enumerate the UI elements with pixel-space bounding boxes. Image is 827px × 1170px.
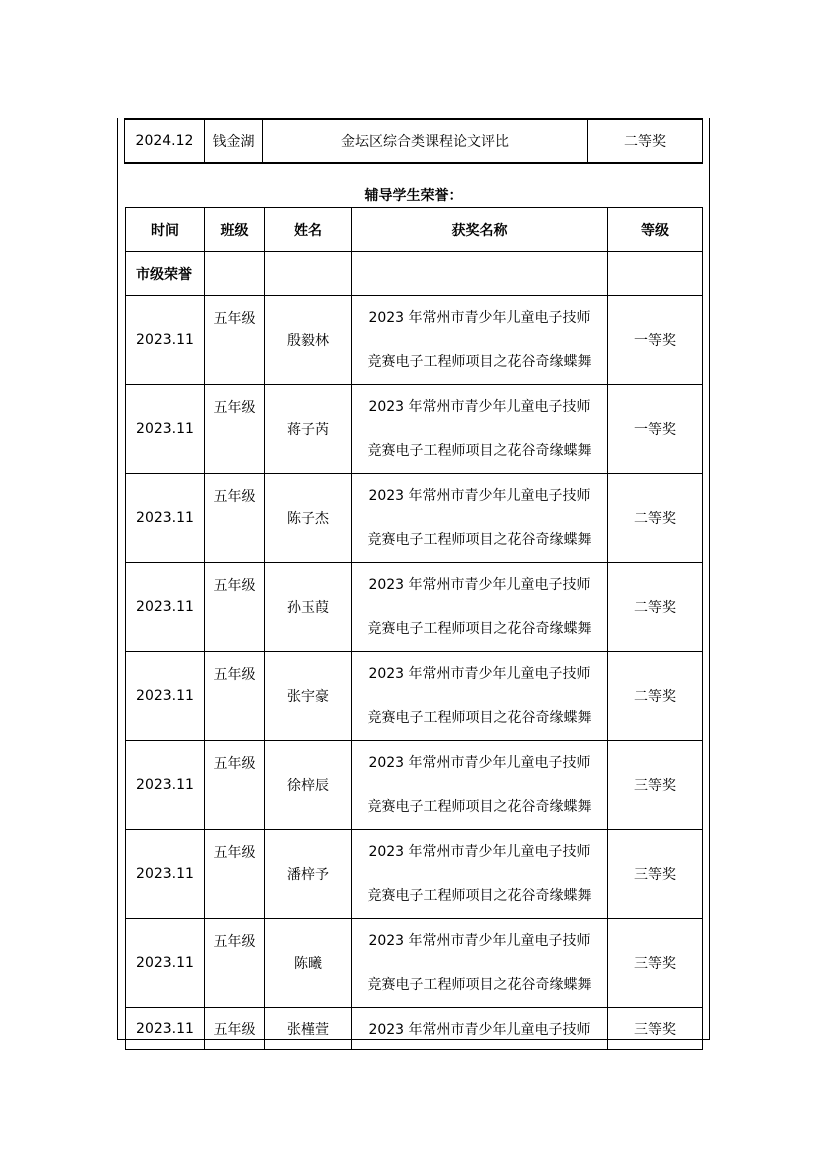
row-award <box>352 919 608 1008</box>
row-award-line2: 竞赛电子工程师项目之花谷奇缘蝶舞 <box>367 888 592 904</box>
row-time: 2023.11 <box>126 652 205 741</box>
section-title: 辅导学生荣誉： <box>364 188 463 204</box>
row-award-line1: 2023 年常州市青少年儿童电子技师 <box>368 933 591 949</box>
row-time: 2023.11 <box>126 563 205 652</box>
paper-award-name: 钱金湖 <box>205 119 263 163</box>
row-award-line1: 2023 年常州市青少年儿童电子技师 <box>368 577 591 593</box>
row-class-cell <box>205 385 265 474</box>
row-award <box>352 830 608 919</box>
row-class: 五年级 <box>213 578 256 594</box>
table-row <box>126 652 703 741</box>
row-award: 2023 年常州市青少年儿童电子技师 <box>352 1008 608 1050</box>
row-name: 徐梓辰 <box>265 741 352 830</box>
row-award-line2: 竞赛电子工程师项目之花谷奇缘蝶舞 <box>367 621 592 637</box>
row-class: 五年级 <box>205 1008 265 1050</box>
row-name: 陈曦 <box>265 919 352 1008</box>
header-level: 等级 <box>608 208 703 252</box>
row-award-line1: 2023 年常州市青少年儿童电子技师 <box>368 399 591 415</box>
row-level: 二等奖 <box>608 563 703 652</box>
row-time: 2023.11 <box>126 1008 205 1050</box>
row-award <box>352 474 608 563</box>
row-award <box>352 296 608 385</box>
table-row <box>126 741 703 830</box>
row-award-line1: 2023 年常州市青少年儿童电子技师 <box>368 844 591 860</box>
row-award-line1: 2023 年常州市青少年儿童电子技师 <box>368 666 591 682</box>
table-row <box>126 830 703 919</box>
row-level: 二等奖 <box>608 652 703 741</box>
row-level: 三等奖 <box>608 741 703 830</box>
row-name: 蒋子芮 <box>265 385 352 474</box>
table-header-row <box>126 208 703 252</box>
row-class: 五年级 <box>213 934 256 950</box>
row-class: 五年级 <box>213 845 256 861</box>
row-award <box>352 563 608 652</box>
row-class-cell <box>205 741 265 830</box>
header-class: 班级 <box>205 208 265 252</box>
row-level: 三等奖 <box>608 830 703 919</box>
row-award-line2: 竞赛电子工程师项目之花谷奇缘蝶舞 <box>367 443 592 459</box>
empty-cell <box>205 252 265 296</box>
row-time: 2023.11 <box>126 474 205 563</box>
row-award-line1: 2023 年常州市青少年儿童电子技师 <box>368 310 591 326</box>
row-award-line2: 竞赛电子工程师项目之花谷奇缘蝶舞 <box>367 710 592 726</box>
row-class-cell <box>205 652 265 741</box>
row-class-cell <box>205 296 265 385</box>
category-row <box>126 252 703 296</box>
row-level: 一等奖 <box>608 296 703 385</box>
row-level: 三等奖 <box>608 919 703 1008</box>
row-award <box>352 385 608 474</box>
student-honors-table <box>125 207 703 1050</box>
row-award-line2: 竞赛电子工程师项目之花谷奇缘蝶舞 <box>367 354 592 370</box>
row-class: 五年级 <box>213 311 256 327</box>
row-name: 殷毅林 <box>265 296 352 385</box>
paper-award-grade: 二等奖 <box>588 119 703 163</box>
empty-cell <box>352 252 608 296</box>
table-row <box>126 474 703 563</box>
header-award: 获奖名称 <box>352 208 608 252</box>
table-row <box>126 919 703 1008</box>
row-time: 2023.11 <box>126 741 205 830</box>
row-class-cell <box>205 919 265 1008</box>
row-award-line2: 竞赛电子工程师项目之花谷奇缘蝶舞 <box>367 532 592 548</box>
row-time: 2023.11 <box>126 919 205 1008</box>
paper-award-time: 2024.12 <box>125 119 205 163</box>
empty-cell <box>608 252 703 296</box>
paper-award-row <box>125 119 703 163</box>
row-class-cell <box>205 474 265 563</box>
table-row <box>126 1008 703 1050</box>
empty-cell <box>265 252 352 296</box>
table-row <box>126 385 703 474</box>
row-time: 2023.11 <box>126 296 205 385</box>
row-award <box>352 741 608 830</box>
row-name: 陈子杰 <box>265 474 352 563</box>
row-class: 五年级 <box>213 489 256 505</box>
row-name: 潘梓予 <box>265 830 352 919</box>
category-label: 市级荣誉 <box>126 252 205 296</box>
row-award <box>352 652 608 741</box>
paper-award-table <box>124 118 703 164</box>
table-row <box>126 563 703 652</box>
row-name: 张槿萱 <box>265 1008 352 1050</box>
row-level: 二等奖 <box>608 474 703 563</box>
row-class: 五年级 <box>213 756 256 772</box>
header-time: 时间 <box>126 208 205 252</box>
row-time: 2023.11 <box>126 385 205 474</box>
header-name: 姓名 <box>265 208 352 252</box>
row-name: 张宇豪 <box>265 652 352 741</box>
row-award-line2: 竞赛电子工程师项目之花谷奇缘蝶舞 <box>367 977 592 993</box>
table-row <box>126 296 703 385</box>
row-name: 孙玉葭 <box>265 563 352 652</box>
row-award-line2: 竞赛电子工程师项目之花谷奇缘蝶舞 <box>367 799 592 815</box>
row-class-cell <box>205 830 265 919</box>
row-level: 一等奖 <box>608 385 703 474</box>
row-time: 2023.11 <box>126 830 205 919</box>
row-level: 三等奖 <box>608 1008 703 1050</box>
row-award-line1: 2023 年常州市青少年儿童电子技师 <box>368 755 591 771</box>
row-class: 五年级 <box>213 400 256 416</box>
paper-award-title: 金坛区综合类课程论文评比 <box>263 119 588 163</box>
row-class-cell <box>205 563 265 652</box>
row-award-line1: 2023 年常州市青少年儿童电子技师 <box>368 488 591 504</box>
row-class: 五年级 <box>213 667 256 683</box>
